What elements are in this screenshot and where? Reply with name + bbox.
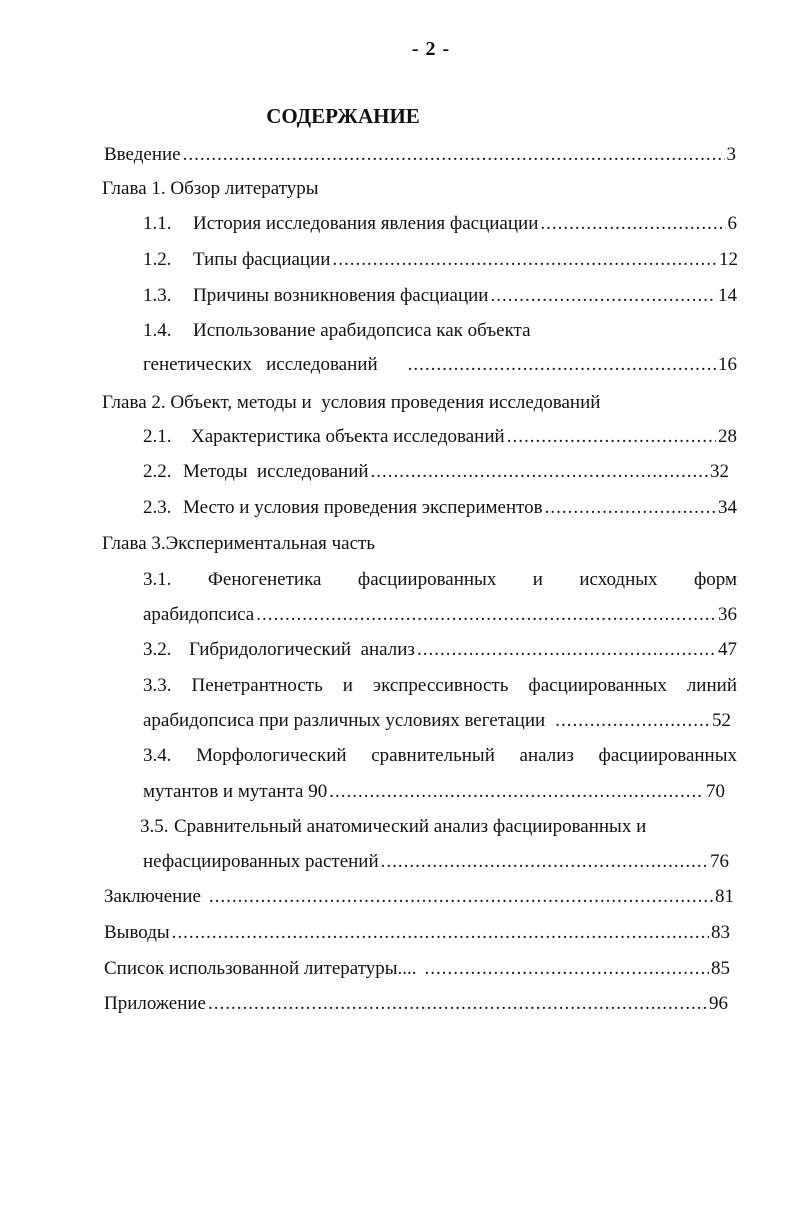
toc-entry-3-3: 3.3. Пенетрантность и экспрессивность фасциированных линий — [143, 675, 737, 696]
toc-entry-findings: Выводы ..... 83 — [104, 921, 730, 945]
toc-entry-1-4: 1.4. Использование арабидопсиса как объекта — [143, 320, 531, 341]
toc-chapter-3: Глава 3.Экспериментальная часть — [102, 533, 376, 554]
toc-entry-2-3: 2.3. Место и условия проведения экспериментов ..... 34 — [143, 496, 737, 520]
toc-entry-conclusion: Заключение ..... 81 — [104, 885, 734, 909]
toc-entry-appendix: Приложение ..... 96 — [104, 992, 728, 1016]
toc-entry-3-1: 3.1. Феногенетика фасциированных и исходных форм — [143, 569, 737, 590]
toc-entry-3-5: 3.5. Сравнительный анатомический анализ фасциированных и — [140, 816, 647, 837]
toc-entry-3-3-cont: арабидопсиса при различных условиях вегетации ..... 52 — [143, 709, 731, 733]
toc-entry-intro: Введение ..... 3 — [104, 143, 736, 167]
toc-entry-3-2: 3.2. Гибридологический анализ ..... 47 — [143, 638, 737, 662]
page-title: СОДЕРЖАНИЕ — [266, 104, 420, 128]
toc-chapter-2: Глава 2. Объект, методы и условия проведения исследований — [102, 392, 601, 413]
toc-entry-2-1: 2.1. Характеристика объекта исследований ..... 28 — [143, 425, 737, 449]
toc-entry-1-3: 1.3. Причины возникновения фасциации ..... 14 — [143, 284, 737, 308]
toc-entry-1-4-cont: генетических исследований ..... 16 — [143, 353, 737, 377]
toc-entry-2-2: 2.2. Методы исследований ..... 32 — [143, 460, 729, 484]
page-number: - 2 - — [411, 38, 451, 60]
toc-chapter-1: Глава 1. Обзор литературы — [102, 178, 319, 199]
toc-entry-references: Список использованной литературы.... ..... 85 — [104, 957, 730, 981]
toc-entry-3-1-cont: арабидопсиса ..... 36 — [143, 603, 737, 627]
toc-entry-1-2: 1.2. Типы фасциации ..... 12 — [143, 248, 738, 272]
toc-entry-3-5-cont: нефасциированных растений ..... 76 — [143, 850, 729, 874]
toc-entry-3-4: 3.4. Морфологический сравнительный анализ фасциированных — [143, 745, 737, 766]
toc-entry-3-4-cont: мутантов и мутанта 90 ..... 70 — [143, 780, 725, 804]
toc-entry-1-1: 1.1. История исследования явления фасциации ..... 6 — [143, 212, 737, 236]
